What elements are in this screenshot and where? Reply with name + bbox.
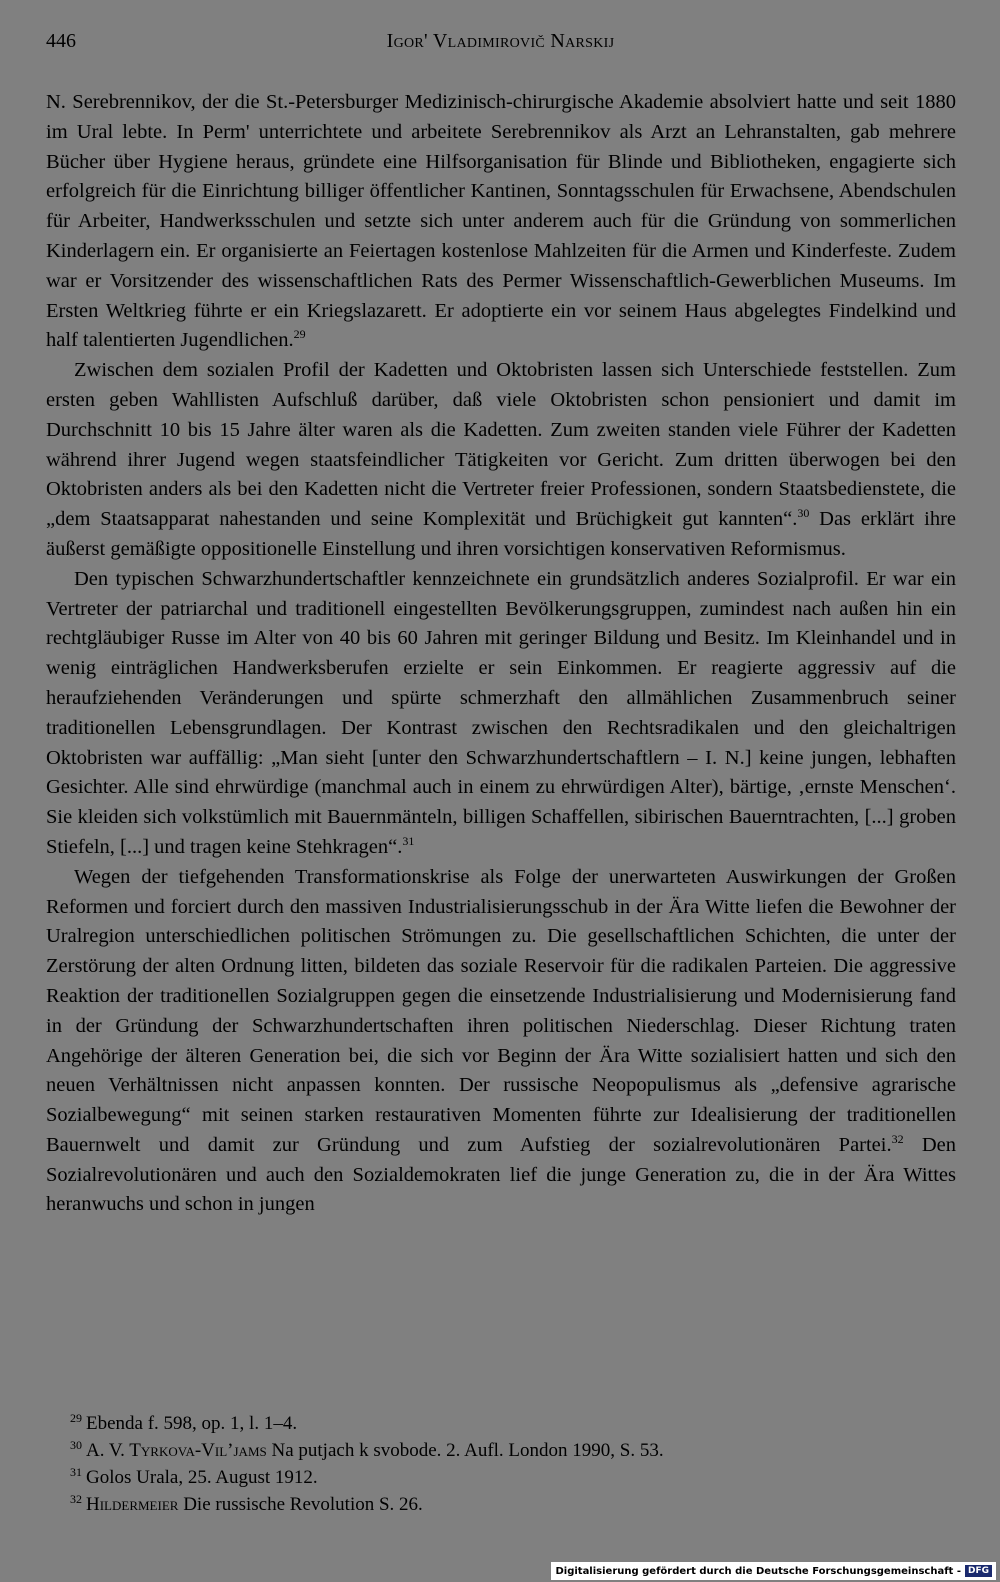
footnotes: [70, 1410, 950, 1518]
paragraph-4: [46, 863, 956, 1221]
paragraph-1-text: N. Serebrennikov, der die St.-Petersburger Medizinisch-chirurgische Akademie absolviert hatte und seit 1880 im Ural lebte. In Perm' unterrichtete und arbeitete Serebrennikov als Arzt an Lehranstalten, gab mehrere Bücher über Hygiene heraus, gründete eine Hilfsorganisation für Blinde und Bibliotheken, engagierte sich erfolgreich für die Einrichtung billiger öffentlicher Kantinen, Sonntagsschulen für Erwachsene, Abendschulen für Arbeiter, Handwerksschulen und setzte sich unter anderem auch für die Gründung von sommerlichen Kinderlagern ein. Er organisierte an Feiertagen kostenlose Mahlzeiten für die Armen und Kinderfeste. Zudem war er Vorsitzender des wissenschaftlichen Rats des Permer Wissenschaftlich-Gewerblichen Museums. Im Ersten Weltkrieg führte er ein Kriegslazarett. Er adoptierte ein vor seinem Haus abgelegtes Findelkind und half talentierten Jugendlichen.: [46, 91, 956, 352]
footnote-ref-29: 29: [293, 327, 306, 342]
page-header: [46, 30, 955, 60]
footnote: [70, 1437, 950, 1464]
footnote-ref-32: 32: [891, 1132, 904, 1147]
footnote-number: 31: [70, 1464, 82, 1479]
footnote: [70, 1491, 950, 1518]
paragraph-3: [46, 565, 956, 863]
paragraph-4-text-b: Den Sozialrevolutionären und auch den Sozialdemokraten lief die junge Generation zu, die in der Ära Wittes heranwuchs und schon in jungen: [46, 1133, 957, 1216]
footnote-text: Golos Urala, 25. August 1912.: [86, 1467, 318, 1488]
footnote-number: 29: [70, 1410, 82, 1425]
footnote: [70, 1464, 950, 1491]
dfg-logo-icon: DFG: [965, 1565, 992, 1577]
paragraph-2-text-b: Das erklärt ihre äußerst gemäßigte oppositionelle Einstellung und ihren vorsichtigen konservativen Reformismus.: [46, 508, 956, 560]
footnote-number: 32: [70, 1491, 82, 1506]
paragraph-2: [46, 356, 956, 565]
footnote-ref-31: 31: [402, 834, 415, 849]
page-number: 446: [46, 30, 76, 52]
body-text: [46, 88, 956, 1220]
footnote-author: A. V. Tyrkova-Vil’jams: [86, 1440, 267, 1461]
funding-banner: [551, 1562, 996, 1580]
paragraph-4-text-a: Wegen der tiefgehenden Transformationskrise als Folge der unerwarteten Auswirkungen der Großen Reformen und forciert durch den massiven Industrialisierungsschub in der Ära Witte liefen die Bewohner der Uralregion unterschiedlichen politischen Strömungen zu. Die gesellschaftlichen Schichten, die unter der Zerstörung der alten Ordnung litten, bildeten das soziale Reservoir für die radikalen Parteien. Die aggressive Reaktion der traditionellen Sozialgruppen gegen die einsetzende Industrialisierung und Modernisierung fand in der Gründung der Schwarzhundertschaften ihren politischen Niederschlag. Dieser Richtung traten Angehörige der älteren Generation bei, die sich vor Beginn der Ära Witte sozialisiert hatten und sich den neuen Verhältnissen nicht anpassen konnten. Der russische Neopopulismus als „defensive agrarische Sozialbewegung“ mit seinen starken restaurativen Momenten führte zur Idealisierung der traditionellen Bauernwelt und damit zur Gründung und zum Aufstieg der sozialrevolutionären Partei.: [46, 865, 956, 1156]
footnote-number: 30: [70, 1437, 82, 1452]
footnote: [70, 1410, 950, 1437]
paragraph-1: [46, 88, 956, 356]
footnote-text: Na putjach k svobode. 2. Aufl. London 1990, S. 53.: [266, 1440, 664, 1461]
funding-text: Digitalisierung gefördert durch die Deutsche Forschungsgemeinschaft -: [555, 1565, 961, 1577]
paragraph-2-text-a: Zwischen dem sozialen Profil der Kadetten und Oktobristen lassen sich Unterschiede feststellen. Zum ersten geben Wahllisten Aufschluß darüber, daß viele Oktobristen schon pensioniert und damit im Durchschnitt 10 bis 15 Jahre älter waren als die Kadetten. Zum zweiten standen viele Führer der Kadetten während ihrer Jugend wegen staatsfeindlicher Tätigkeiten vor Gericht. Zum dritten überwogen bei den Oktobristen anders als bei den Kadetten nicht die Vertreter freier Professionen, sondern Staatsbedienstete, die „dem Staatsapparat nahestanden und seine Komplexität und Brüchigkeit gut kannten“.: [46, 359, 956, 531]
paragraph-3-text: Den typischen Schwarzhundertschaftler kennzeichnete ein grundsätzlich anderes Sozialprofil. Er war ein Vertreter der patriarchal und traditionell eingestellten Bevölkerungsgruppen, zumindest nach außen hin ein rechtgläubiger Russe im Alter von 40 bis 60 Jahren mit geringer Bildung und Besitz. Im Kleinhandel und in wenig einträglichen Handwerksberufen erzielte er sein Einkommen. Er reagierte aggressiv auf die heraufziehenden Veränderungen und spürte schmerzhaft den allmählichen Zusammenbruch seiner traditionellen Lebensgrundlagen. Der Kontrast zwischen den Rechtsradikalen und den gleichaltrigen Oktobristen war auffällig: „Man sieht [unter den Schwarzhundertschaftlern – I. N.] keine jungen, lebhaften Gesichter. Alle sind ehrwürdige (manchmal auch in einem zu ehrwürdigen Alter), bärtige, ‚ernste Menschen‘. Sie kleiden sich volkstümlich mit Bauernmänteln, billigen Schaffellen, sibirischen Bauerntrachten, [...] groben Stiefeln, [...] und tragen keine Stehkragen“.: [46, 567, 956, 858]
footnote-author: Hildermeier: [86, 1494, 179, 1515]
footnote-ref-30: 30: [797, 506, 810, 521]
footnote-text: Die russische Revolution S. 26.: [178, 1494, 423, 1515]
running-head: Igor' Vladimirovič Narskij: [386, 30, 615, 52]
footnote-text: Ebenda f. 598, op. 1, l. 1–4.: [86, 1413, 298, 1434]
